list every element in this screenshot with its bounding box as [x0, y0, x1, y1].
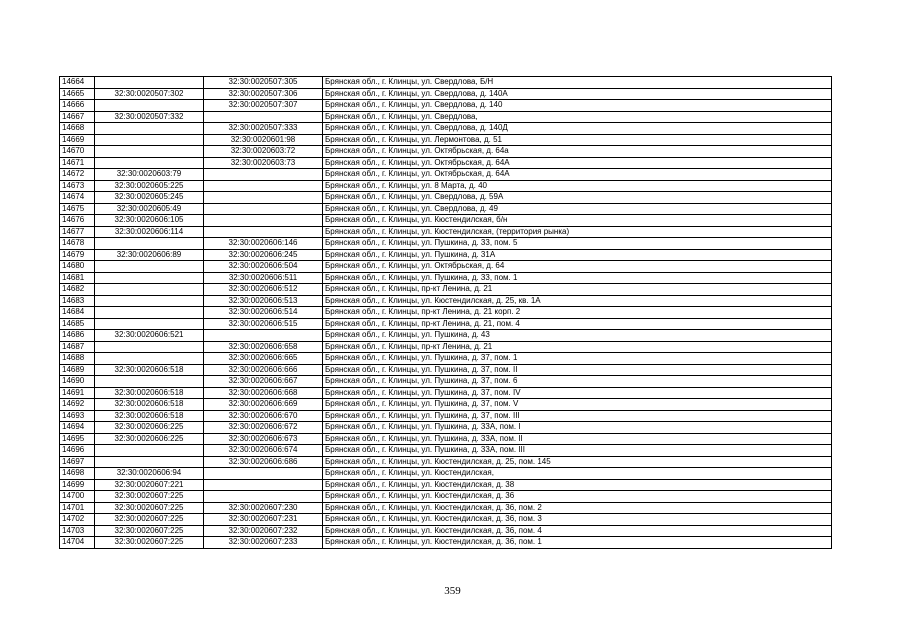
- row-number-cell: 14673: [60, 180, 95, 192]
- address-cell: Брянская обл., г. Клинцы, пр-кт Ленина, д. 21: [323, 284, 832, 296]
- cadastral-number-cell: [95, 272, 204, 284]
- address-cell: Брянская обл., г. Клинцы, ул. Кюстендилская, д. 36, пом. 1: [323, 537, 832, 549]
- row-number-cell: 14704: [60, 537, 95, 549]
- row-number-cell: 14700: [60, 491, 95, 503]
- object-cadastral-number-cell: [204, 180, 323, 192]
- row-number-cell: 14687: [60, 341, 95, 353]
- object-cadastral-number-cell: [204, 111, 323, 123]
- row-number-cell: 14695: [60, 433, 95, 445]
- address-cell: Брянская обл., г. Клинцы, ул. Свердлова, д. 140: [323, 100, 832, 112]
- row-number-cell: 14666: [60, 100, 95, 112]
- table-row: [60, 238, 832, 250]
- cadastral-number-cell: [95, 134, 204, 146]
- row-number-cell: 14683: [60, 295, 95, 307]
- table-row: [60, 479, 832, 491]
- table-row: [60, 514, 832, 526]
- address-cell: Брянская обл., г. Клинцы, ул. Пушкина, д. 37, пом. 6: [323, 376, 832, 388]
- address-cell: Брянская обл., г. Клинцы, ул. Пушкина, д. 33А, пом. III: [323, 445, 832, 457]
- cadastral-number-cell: 32:30:0020607:225: [95, 502, 204, 514]
- object-cadastral-number-cell: 32:30:0020606:670: [204, 410, 323, 422]
- registry-table-body: [60, 77, 832, 549]
- cadastral-number-cell: [95, 318, 204, 330]
- address-cell: Брянская обл., г. Клинцы, ул. Свердлова, д. 59А: [323, 192, 832, 204]
- cadastral-number-cell: [95, 261, 204, 273]
- cadastral-number-cell: 32:30:0020606:518: [95, 410, 204, 422]
- table-row: [60, 318, 832, 330]
- table-row: [60, 422, 832, 434]
- row-number-cell: 14664: [60, 77, 95, 89]
- table-row: [60, 295, 832, 307]
- table-row: [60, 525, 832, 537]
- cadastral-number-cell: 32:30:0020605:49: [95, 203, 204, 215]
- table-row: [60, 203, 832, 215]
- address-cell: Брянская обл., г. Клинцы, ул. Пушкина, д. 37, пом. III: [323, 410, 832, 422]
- address-cell: Брянская обл., г. Клинцы, ул. Кюстендилская, д. 38: [323, 479, 832, 491]
- table-row: [60, 272, 832, 284]
- cadastral-number-cell: 32:30:0020606:225: [95, 422, 204, 434]
- cadastral-number-cell: 32:30:0020606:518: [95, 387, 204, 399]
- object-cadastral-number-cell: 32:30:0020603:73: [204, 157, 323, 169]
- cadastral-number-cell: [95, 295, 204, 307]
- object-cadastral-number-cell: [204, 203, 323, 215]
- row-number-cell: 14675: [60, 203, 95, 215]
- table-row: [60, 537, 832, 549]
- cadastral-number-cell: 32:30:0020607:225: [95, 525, 204, 537]
- object-cadastral-number-cell: 32:30:0020601:98: [204, 134, 323, 146]
- address-cell: Брянская обл., г. Клинцы, ул. Пушкина, д. 31А: [323, 249, 832, 261]
- table-row: [60, 445, 832, 457]
- address-cell: Брянская обл., г. Клинцы, ул. Пушкина, д. 33, пом. 1: [323, 272, 832, 284]
- row-number-cell: 14702: [60, 514, 95, 526]
- cadastral-number-cell: 32:30:0020606:225: [95, 433, 204, 445]
- cadastral-number-cell: 32:30:0020606:521: [95, 330, 204, 342]
- object-cadastral-number-cell: 32:30:0020507:305: [204, 77, 323, 89]
- row-number-cell: 14679: [60, 249, 95, 261]
- row-number-cell: 14685: [60, 318, 95, 330]
- row-number-cell: 14694: [60, 422, 95, 434]
- table-row: [60, 123, 832, 135]
- object-cadastral-number-cell: 32:30:0020606:515: [204, 318, 323, 330]
- address-cell: Брянская обл., г. Клинцы, ул. Кюстендилская, д. 25, кв. 1А: [323, 295, 832, 307]
- address-cell: Брянская обл., г. Клинцы, ул. Кюстендилская, б/н: [323, 215, 832, 227]
- row-number-cell: 14670: [60, 146, 95, 158]
- row-number-cell: 14693: [60, 410, 95, 422]
- table-row: [60, 307, 832, 319]
- row-number-cell: 14699: [60, 479, 95, 491]
- cadastral-number-cell: [95, 456, 204, 468]
- object-cadastral-number-cell: 32:30:0020606:514: [204, 307, 323, 319]
- table-row: [60, 353, 832, 365]
- object-cadastral-number-cell: 32:30:0020606:665: [204, 353, 323, 365]
- table-row: [60, 502, 832, 514]
- object-cadastral-number-cell: 32:30:0020606:672: [204, 422, 323, 434]
- table-row: [60, 215, 832, 227]
- table-row: [60, 456, 832, 468]
- address-cell: Брянская обл., г. Клинцы, ул. Пушкина, д. 37, пом. 1: [323, 353, 832, 365]
- cadastral-number-cell: [95, 157, 204, 169]
- row-number-cell: 14688: [60, 353, 95, 365]
- object-cadastral-number-cell: [204, 468, 323, 480]
- object-cadastral-number-cell: 32:30:0020606:667: [204, 376, 323, 388]
- address-cell: Брянская обл., г. Клинцы, ул. Свердлова,: [323, 111, 832, 123]
- cadastral-number-cell: 32:30:0020603:79: [95, 169, 204, 181]
- cadastral-number-cell: 32:30:0020606:518: [95, 364, 204, 376]
- row-number-cell: 14676: [60, 215, 95, 227]
- row-number-cell: 14680: [60, 261, 95, 273]
- cadastral-number-cell: 32:30:0020606:518: [95, 399, 204, 411]
- table-row: [60, 399, 832, 411]
- address-cell: Брянская обл., г. Клинцы, ул. Октябрьская, д. 64: [323, 261, 832, 273]
- row-number-cell: 14674: [60, 192, 95, 204]
- cadastral-number-cell: [95, 341, 204, 353]
- row-number-cell: 14686: [60, 330, 95, 342]
- cadastral-number-cell: 32:30:0020606:94: [95, 468, 204, 480]
- page-number: 359: [444, 585, 461, 597]
- row-number-cell: 14671: [60, 157, 95, 169]
- row-number-cell: 14668: [60, 123, 95, 135]
- object-cadastral-number-cell: [204, 226, 323, 238]
- table-row: [60, 410, 832, 422]
- cadastral-number-cell: 32:30:0020607:225: [95, 514, 204, 526]
- object-cadastral-number-cell: 32:30:0020606:668: [204, 387, 323, 399]
- address-cell: Брянская обл., г. Клинцы, ул. Свердлова, Б/Н: [323, 77, 832, 89]
- object-cadastral-number-cell: 32:30:0020606:673: [204, 433, 323, 445]
- object-cadastral-number-cell: 32:30:0020606:669: [204, 399, 323, 411]
- address-cell: Брянская обл., г. Клинцы, ул. Октябрьская, д. 64А: [323, 157, 832, 169]
- row-number-cell: 14698: [60, 468, 95, 480]
- address-cell: Брянская обл., г. Клинцы, ул. Пушкина, д. 37, пом. II: [323, 364, 832, 376]
- object-cadastral-number-cell: 32:30:0020606:674: [204, 445, 323, 457]
- cadastral-number-cell: 32:30:0020605:245: [95, 192, 204, 204]
- table-row: [60, 387, 832, 399]
- address-cell: Брянская обл., г. Клинцы, ул. Пушкина, д. 43: [323, 330, 832, 342]
- object-cadastral-number-cell: 32:30:0020606:511: [204, 272, 323, 284]
- table-row: [60, 192, 832, 204]
- object-cadastral-number-cell: [204, 479, 323, 491]
- cadastral-number-cell: [95, 445, 204, 457]
- object-cadastral-number-cell: [204, 169, 323, 181]
- address-cell: Брянская обл., г. Клинцы, ул. Кюстендилская, д. 25, пом. 145: [323, 456, 832, 468]
- row-number-cell: 14684: [60, 307, 95, 319]
- address-cell: Брянская обл., г. Клинцы, ул. Октябрьская, д. 64А: [323, 169, 832, 181]
- address-cell: Брянская обл., г. Клинцы, ул. Свердлова, д. 140Д: [323, 123, 832, 135]
- table-row: [60, 284, 832, 296]
- cadastral-number-cell: 32:30:0020607:225: [95, 491, 204, 503]
- row-number-cell: 14677: [60, 226, 95, 238]
- table-row: [60, 433, 832, 445]
- table-row: [60, 364, 832, 376]
- cadastral-number-cell: 32:30:0020607:221: [95, 479, 204, 491]
- address-cell: Брянская обл., г. Клинцы, ул. Пушкина, д. 33А, пом. II: [323, 433, 832, 445]
- table-row: [60, 226, 832, 238]
- address-cell: Брянская обл., г. Клинцы, ул. Кюстендилская, д. 36, пом. 4: [323, 525, 832, 537]
- cadastral-number-cell: [95, 77, 204, 89]
- row-number-cell: 14691: [60, 387, 95, 399]
- object-cadastral-number-cell: 32:30:0020607:233: [204, 537, 323, 549]
- cadastral-number-cell: [95, 284, 204, 296]
- object-cadastral-number-cell: 32:30:0020507:307: [204, 100, 323, 112]
- address-cell: Брянская обл., г. Клинцы, ул. Пушкина, д. 37, пом. V: [323, 399, 832, 411]
- cadastral-number-cell: [95, 353, 204, 365]
- object-cadastral-number-cell: 32:30:0020606:245: [204, 249, 323, 261]
- cadastral-number-cell: [95, 307, 204, 319]
- object-cadastral-number-cell: [204, 330, 323, 342]
- registry-table: [59, 76, 832, 549]
- object-cadastral-number-cell: 32:30:0020507:333: [204, 123, 323, 135]
- object-cadastral-number-cell: [204, 491, 323, 503]
- table-row: [60, 341, 832, 353]
- address-cell: Брянская обл., г. Клинцы, ул. Свердлова, д. 140А: [323, 88, 832, 100]
- object-cadastral-number-cell: [204, 192, 323, 204]
- cadastral-number-cell: 32:30:0020607:225: [95, 537, 204, 549]
- row-number-cell: 14667: [60, 111, 95, 123]
- table-row: [60, 180, 832, 192]
- row-number-cell: 14703: [60, 525, 95, 537]
- table-row: [60, 146, 832, 158]
- cadastral-number-cell: 32:30:0020507:302: [95, 88, 204, 100]
- row-number-cell: 14672: [60, 169, 95, 181]
- address-cell: Брянская обл., г. Клинцы, ул. Свердлова, д. 49: [323, 203, 832, 215]
- address-cell: Брянская обл., г. Клинцы, пр-кт Ленина, д. 21: [323, 341, 832, 353]
- cadastral-number-cell: 32:30:0020605:225: [95, 180, 204, 192]
- object-cadastral-number-cell: 32:30:0020606:666: [204, 364, 323, 376]
- address-cell: Брянская обл., г. Клинцы, пр-кт Ленина, д. 21 корп. 2: [323, 307, 832, 319]
- cadastral-number-cell: [95, 100, 204, 112]
- table-row: [60, 491, 832, 503]
- row-number-cell: 14669: [60, 134, 95, 146]
- object-cadastral-number-cell: 32:30:0020607:230: [204, 502, 323, 514]
- object-cadastral-number-cell: 32:30:0020606:504: [204, 261, 323, 273]
- table-row: [60, 330, 832, 342]
- cadastral-number-cell: 32:30:0020606:105: [95, 215, 204, 227]
- table-row: [60, 249, 832, 261]
- address-cell: Брянская обл., г. Клинцы, ул. Кюстендилская,: [323, 468, 832, 480]
- object-cadastral-number-cell: 32:30:0020607:231: [204, 514, 323, 526]
- address-cell: Брянская обл., г. Клинцы, ул. Кюстендилская, д. 36: [323, 491, 832, 503]
- row-number-cell: 14697: [60, 456, 95, 468]
- object-cadastral-number-cell: [204, 215, 323, 227]
- object-cadastral-number-cell: 32:30:0020606:513: [204, 295, 323, 307]
- table-row: [60, 376, 832, 388]
- cadastral-number-cell: 32:30:0020606:89: [95, 249, 204, 261]
- address-cell: Брянская обл., г. Клинцы, ул. Кюстендилская, (территория рынка): [323, 226, 832, 238]
- row-number-cell: 14692: [60, 399, 95, 411]
- address-cell: Брянская обл., г. Клинцы, пр-кт Ленина, д. 21, пом. 4: [323, 318, 832, 330]
- address-cell: Брянская обл., г. Клинцы, ул. Пушкина, д. 37, пом. IV: [323, 387, 832, 399]
- object-cadastral-number-cell: 32:30:0020606:686: [204, 456, 323, 468]
- cadastral-number-cell: 32:30:0020507:332: [95, 111, 204, 123]
- object-cadastral-number-cell: 32:30:0020606:512: [204, 284, 323, 296]
- cadastral-number-cell: [95, 376, 204, 388]
- object-cadastral-number-cell: 32:30:0020607:232: [204, 525, 323, 537]
- address-cell: Брянская обл., г. Клинцы, ул. Лермонтова, д. 51: [323, 134, 832, 146]
- row-number-cell: 14665: [60, 88, 95, 100]
- cadastral-number-cell: [95, 238, 204, 250]
- cadastral-number-cell: [95, 123, 204, 135]
- address-cell: Брянская обл., г. Клинцы, ул. Кюстендилская, д. 36, пом. 3: [323, 514, 832, 526]
- cadastral-number-cell: 32:30:0020606:114: [95, 226, 204, 238]
- table-row: [60, 77, 832, 89]
- address-cell: Брянская обл., г. Клинцы, ул. 8 Марта, д. 40: [323, 180, 832, 192]
- cadastral-number-cell: [95, 146, 204, 158]
- row-number-cell: 14696: [60, 445, 95, 457]
- table-row: [60, 100, 832, 112]
- row-number-cell: 14689: [60, 364, 95, 376]
- object-cadastral-number-cell: 32:30:0020606:146: [204, 238, 323, 250]
- row-number-cell: 14678: [60, 238, 95, 250]
- row-number-cell: 14681: [60, 272, 95, 284]
- address-cell: Брянская обл., г. Клинцы, ул. Кюстендилская, д. 36, пом. 2: [323, 502, 832, 514]
- address-cell: Брянская обл., г. Клинцы, ул. Октябрьская, д. 64а: [323, 146, 832, 158]
- address-cell: Брянская обл., г. Клинцы, ул. Пушкина, д. 33, пом. 5: [323, 238, 832, 250]
- table-row: [60, 261, 832, 273]
- address-cell: Брянская обл., г. Клинцы, ул. Пушкина, д. 33А, пом. I: [323, 422, 832, 434]
- table-row: [60, 111, 832, 123]
- object-cadastral-number-cell: 32:30:0020606:658: [204, 341, 323, 353]
- table-row: [60, 468, 832, 480]
- object-cadastral-number-cell: 32:30:0020507:306: [204, 88, 323, 100]
- object-cadastral-number-cell: 32:30:0020603:72: [204, 146, 323, 158]
- row-number-cell: 14701: [60, 502, 95, 514]
- table-row: [60, 88, 832, 100]
- table-row: [60, 169, 832, 181]
- row-number-cell: 14682: [60, 284, 95, 296]
- table-row: [60, 134, 832, 146]
- table-row: [60, 157, 832, 169]
- row-number-cell: 14690: [60, 376, 95, 388]
